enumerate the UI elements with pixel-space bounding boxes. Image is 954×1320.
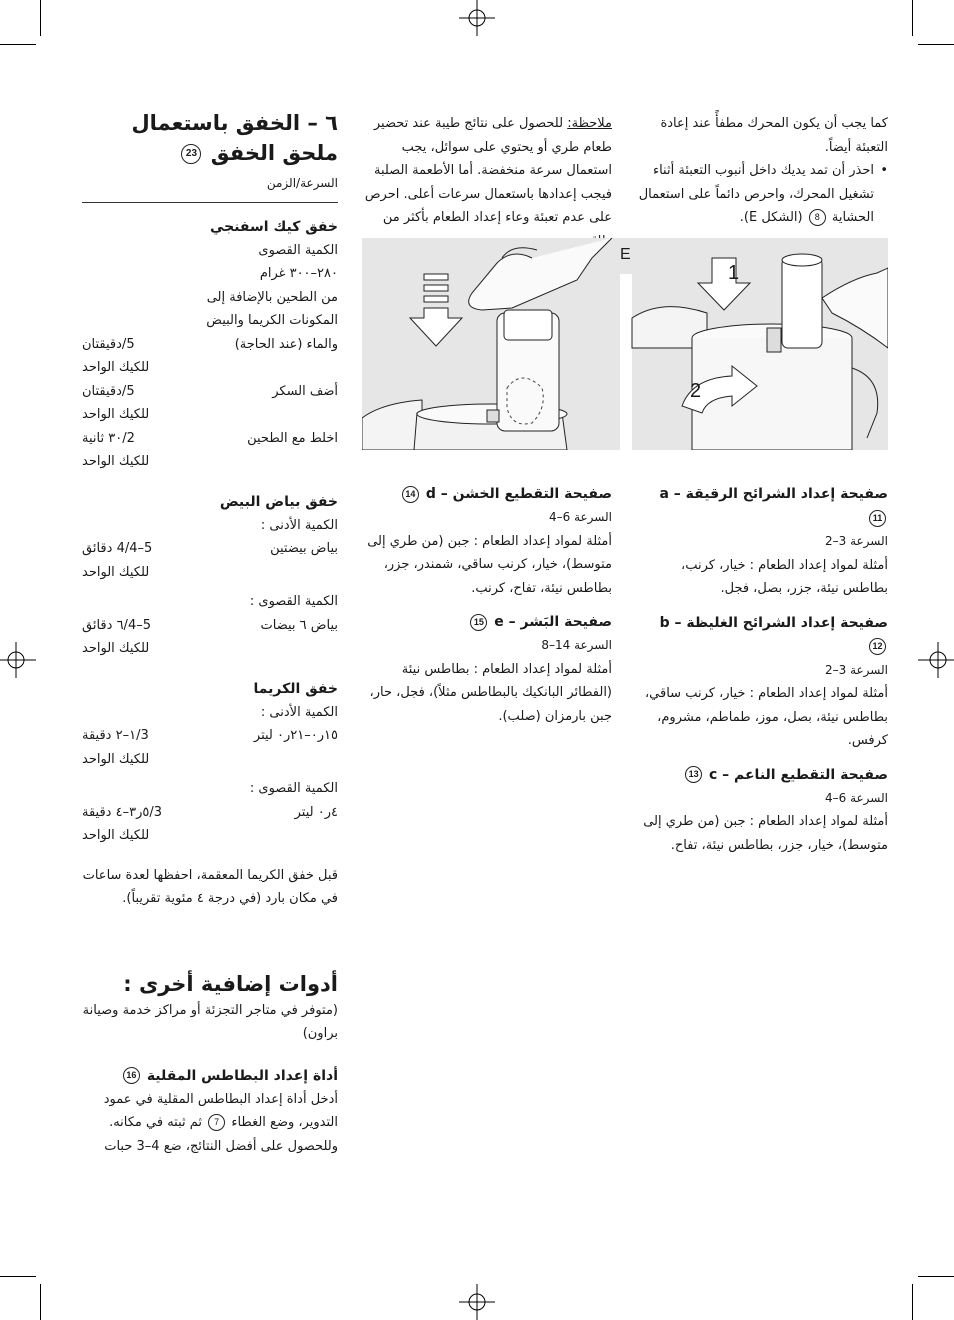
- cake-step-label: اخلط مع الطحين: [247, 430, 338, 446]
- crop-mark: [918, 1276, 954, 1277]
- eggs-min-time: 5–4/4 دقائق: [82, 541, 153, 556]
- crop-mark: [0, 44, 36, 45]
- eggs-min-per: للكيك الواحد: [82, 564, 150, 580]
- disc-e-examples: أمثلة لمواد إعداد الطعام : بطاطس نيئة (الفطائر البانكيك بالبطاطس مثلاً)، فجل، حار، جبن بارمزان (صلب).: [369, 661, 612, 724]
- refill-note: كما يجب أن يكون المحرك مطفأً عند إعادة التعبئة أيضاً.: [660, 116, 888, 155]
- extra-tools-title: أدوات إضافية أخرى :: [123, 971, 338, 996]
- figure-ref-badge: 16: [123, 1067, 140, 1084]
- registration-mark: [459, 1284, 495, 1320]
- figure-e-illustration: [362, 238, 888, 450]
- fries-tool-title: أداة إعداد البطاطس المقلية 16: [82, 1064, 338, 1088]
- cake-max-label: الكمية القصوى: [258, 242, 338, 258]
- eggs-min-qty: بياض بيضتين: [270, 541, 338, 556]
- figure-label: E: [620, 246, 631, 263]
- disc-a-examples: أمثلة لمواد إعداد الطعام : خيار، كرنب، بطاطس نيئة، جزر، بصل، فجل.: [681, 557, 888, 596]
- cream-min-time: 3/١–٢ دقيقة: [82, 728, 149, 743]
- eggs-max-time: 5–4/٦ دقائق: [82, 617, 151, 633]
- disc-b-title: صفيحة إعداد الشرائح الغليظة – b 12: [634, 611, 888, 659]
- whisk-section: [82, 108, 338, 1158]
- cake-ingredients: المكونات الكريما والبيض: [206, 313, 338, 328]
- figure-ref-badge: 14: [402, 486, 419, 503]
- note-paragraph: ملاحظة: للحصول على نتائج طيبة عند تحضير طعام طري أو يحتوي على سوائل، يجب استعمال سرعة منخفضة. أما الأطعمة الصلبة فيجب إعدادها باستعمال سرعات أعلى. احرص على عدم تعبئة وعاء إعداد الطعام بأكثر من: [364, 116, 612, 225]
- disc-d-speed: السرعة 6–4: [548, 510, 612, 524]
- cream-max-label: الكمية القصوى :: [249, 781, 338, 796]
- disc-d-examples: أمثلة لمواد إعداد الطعام : جبن (من طري إلى متوسط)، خيار، كرنب ساقي، شمندر، جزر، بطاطس نيئة، تفاح، كرنب.: [367, 533, 612, 596]
- step-2-label: 2: [690, 380, 702, 402]
- figure-ref-badge: 15: [470, 614, 487, 631]
- figure-ref-badge: 8: [809, 209, 826, 226]
- disc-d-title: صفيحة التقطيع الخشن – d 14: [362, 482, 612, 506]
- disc-b-examples: أمثلة لمواد إعداد الطعام : خيار، كرنب ساقي، بطاطس نيئة، بصل، موز، طماطم، مشروم، كرفس.: [644, 686, 888, 748]
- disc-b-speed: السرعة 3–2: [824, 662, 888, 677]
- crop-mark: [912, 1284, 913, 1320]
- cake-title: خفق كيك اسفنجي: [209, 218, 338, 235]
- cake-max-value: ٢٨٠–٣٠٠ غرام: [259, 266, 338, 281]
- fries-tool-text: أدخل أداة إعداد البطاطس المقلية في عمود التدوير، وضع الغطاء 7 ثم ثبته في مكانه. وللحصول على أفضل النتائج، ضع 4–3 حبات: [103, 1091, 338, 1154]
- disc-c-title: صفيحة التقطيع الناعم – c 13: [634, 763, 888, 787]
- disc-c-examples: أمثلة لمواد إعداد الطعام : جبن (من طري إلى متوسط)، خيار، جزر، بطاطس نيئة، تفاح.: [643, 814, 888, 853]
- discs-left-lower: [634, 482, 888, 857]
- cream-min-label: الكمية الأدنى :: [260, 704, 338, 720]
- figure-ref-badge: 23: [181, 144, 201, 164]
- registration-mark: [459, 0, 495, 36]
- eggs-max-label: الكمية القصوى :: [249, 594, 338, 609]
- cake-step-per: للكيك الواحد: [82, 454, 150, 469]
- extra-tools-subtitle: (متوفر في متاجر التجزئة أو مراكز خدمة وصيانة براون): [82, 1002, 338, 1041]
- disc-a-title: صفيحة إعداد الشرائح الرقيقة – a 11: [634, 482, 888, 530]
- cake-step-label: والماء (عند الحاجة): [234, 336, 338, 352]
- crop-mark: [40, 1284, 41, 1320]
- speed-time-label: السرعة/الزمن: [82, 172, 338, 203]
- registration-mark: [0, 642, 36, 678]
- cake-grind-with: من الطحين بالإضافة إلى: [206, 289, 338, 305]
- crop-mark: [912, 0, 913, 36]
- crop-mark: [0, 1276, 36, 1277]
- figure-ref-badge: 7: [208, 1114, 225, 1131]
- cream-title: خفق الكريما: [253, 680, 338, 697]
- disc-e-speed: السرعة 14–8: [541, 638, 612, 652]
- discs-middle-column: [362, 112, 612, 253]
- cream-max-time: 3/٥ر٣–٤ دقيقة: [82, 804, 163, 820]
- eggs-title: خفق بياض البيض: [219, 493, 338, 510]
- discs-left-column: [634, 112, 888, 230]
- cream-min-per: للكيك الواحد: [82, 751, 150, 767]
- section-title: ٦ – الخفق باستعمال ملحق الخفق 23: [131, 111, 338, 165]
- eggs-min-label: الكمية الأدنى :: [260, 517, 338, 533]
- registration-mark: [918, 642, 954, 678]
- cake-step-label: أضف السكر: [272, 383, 338, 399]
- cream-max-qty: ٤ر٠ ليتر: [294, 804, 338, 820]
- disc-a-speed: السرعة 3–2: [824, 534, 888, 548]
- cream-max-per: للكيك الواحد: [82, 828, 150, 843]
- disc-e-title: صفيحة البَشر – e 15: [362, 610, 612, 634]
- step-1-label: 1: [728, 262, 740, 284]
- safety-bullet: • احذر أن تمد يديك داخل أنبوب التعبئة أثناء تشغيل المحرك، واحرص دائماً على استعمال الحشاية 8 (الشكل E).: [634, 159, 888, 230]
- cream-min-qty: ١٥ر٠–٢١ر٠ ليتر: [253, 728, 338, 743]
- cake-step-value: 5/دقيقتان: [82, 383, 135, 399]
- figure-ref-badge: 12: [869, 638, 886, 655]
- note-label: ملاحظة:: [567, 116, 612, 131]
- crop-mark: [918, 44, 954, 45]
- cake-step-value: 2/٣٠ ثانية: [82, 430, 135, 446]
- cream-note: قبل خفق الكريما المعقمة، احفظها لعدة ساعات في مكان بارد (في درجة ٤ مئوية تقريباً).: [82, 867, 338, 906]
- cake-step-per: للكيك الواحد: [82, 360, 150, 375]
- figure-ref-badge: 13: [685, 766, 702, 783]
- figure-ref-badge: 11: [869, 510, 886, 527]
- eggs-max-qty: بياض ٦ بيضات: [260, 617, 338, 633]
- discs-middle-lower: [362, 482, 612, 728]
- eggs-max-per: للكيك الواحد: [82, 641, 150, 656]
- cake-step-value: 5/دقيقتان: [82, 336, 135, 352]
- figure-e: [362, 238, 888, 450]
- disc-c-speed: السرعة 6–4: [824, 790, 888, 805]
- crop-mark: [40, 0, 41, 36]
- cake-step-per: للكيك الواحد: [82, 407, 150, 422]
